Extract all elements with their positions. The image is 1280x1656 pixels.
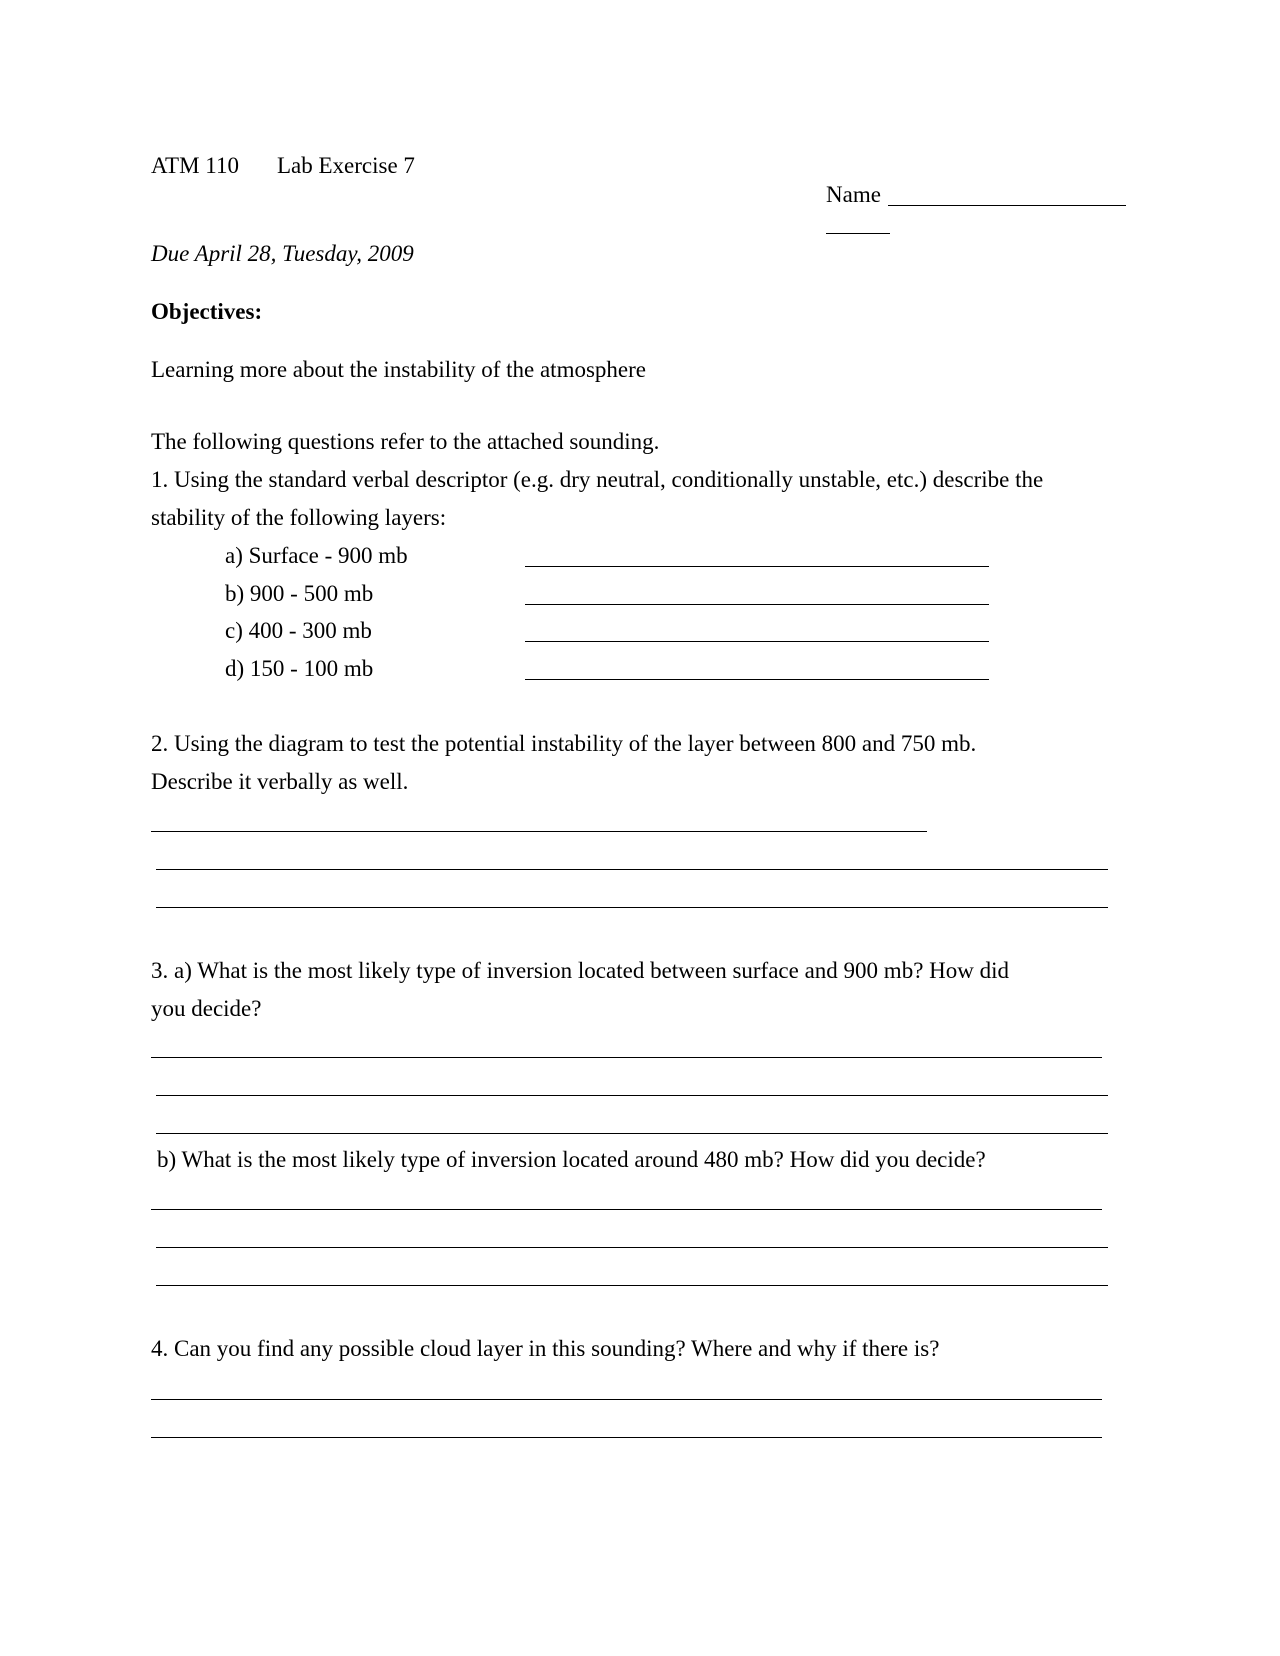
q1-answer-blank-c[interactable] (525, 641, 989, 642)
q3a-answer-line-3[interactable] (156, 1133, 1108, 1134)
q3b-answer-line-3[interactable] (156, 1285, 1108, 1286)
q2-answer-line-1[interactable] (151, 831, 927, 832)
objectives-text: Learning more about the instability of the atmosphere (151, 357, 646, 382)
q2-line2: Describe it verbally as well. (151, 769, 409, 794)
q3b-line: b) What is the most likely type of inversion located around 480 mb? How did you decide? (157, 1147, 986, 1172)
q2-answer-line-2[interactable] (156, 869, 1108, 870)
name-blank[interactable] (888, 205, 1126, 206)
q2-line1: 2. Using the diagram to test the potential instability of the layer between 800 and 750 mb. (151, 731, 977, 756)
q4-line: 4. Can you find any possible cloud layer in this sounding? Where and why if there is? (151, 1336, 940, 1361)
q3a-line2: you decide? (151, 996, 262, 1021)
q1-item-c: c) 400 - 300 mb (225, 618, 372, 643)
q3a-answer-line-2[interactable] (156, 1095, 1108, 1096)
q1-item-d: d) 150 - 100 mb (225, 656, 374, 681)
q3a-answer-line-1[interactable] (151, 1057, 1102, 1058)
q4-answer-line-2[interactable] (151, 1437, 1102, 1438)
name-blank-continued[interactable] (826, 233, 890, 234)
q1-answer-blank-a[interactable] (525, 566, 989, 567)
q3b-answer-line-2[interactable] (156, 1247, 1108, 1248)
q3b-answer-line-1[interactable] (151, 1209, 1102, 1210)
course-code: ATM 110 (151, 153, 239, 178)
q2-answer-line-3[interactable] (156, 907, 1108, 908)
objectives-heading: Objectives: (151, 299, 263, 324)
intro-text: The following questions refer to the attached sounding. (151, 429, 660, 454)
due-date: Due April 28, Tuesday, 2009 (151, 241, 414, 266)
q3a-line1: 3. a) What is the most likely type of inversion located between surface and 900 mb? How did (151, 958, 1010, 983)
q1-line2: stability of the following layers: (151, 505, 447, 530)
q1-answer-blank-b[interactable] (525, 604, 989, 605)
name-label: Name (826, 182, 881, 207)
lab-title: Lab Exercise 7 (277, 153, 415, 178)
q1-answer-blank-d[interactable] (525, 679, 989, 680)
q1-item-a: a) Surface - 900 mb (225, 543, 408, 568)
q1-item-b: b) 900 - 500 mb (225, 581, 374, 606)
q1-line1: 1. Using the standard verbal descriptor (e.g. dry neutral, conditionally unstable, etc.) describe the (151, 467, 1044, 492)
q4-answer-line-1[interactable] (151, 1399, 1102, 1400)
